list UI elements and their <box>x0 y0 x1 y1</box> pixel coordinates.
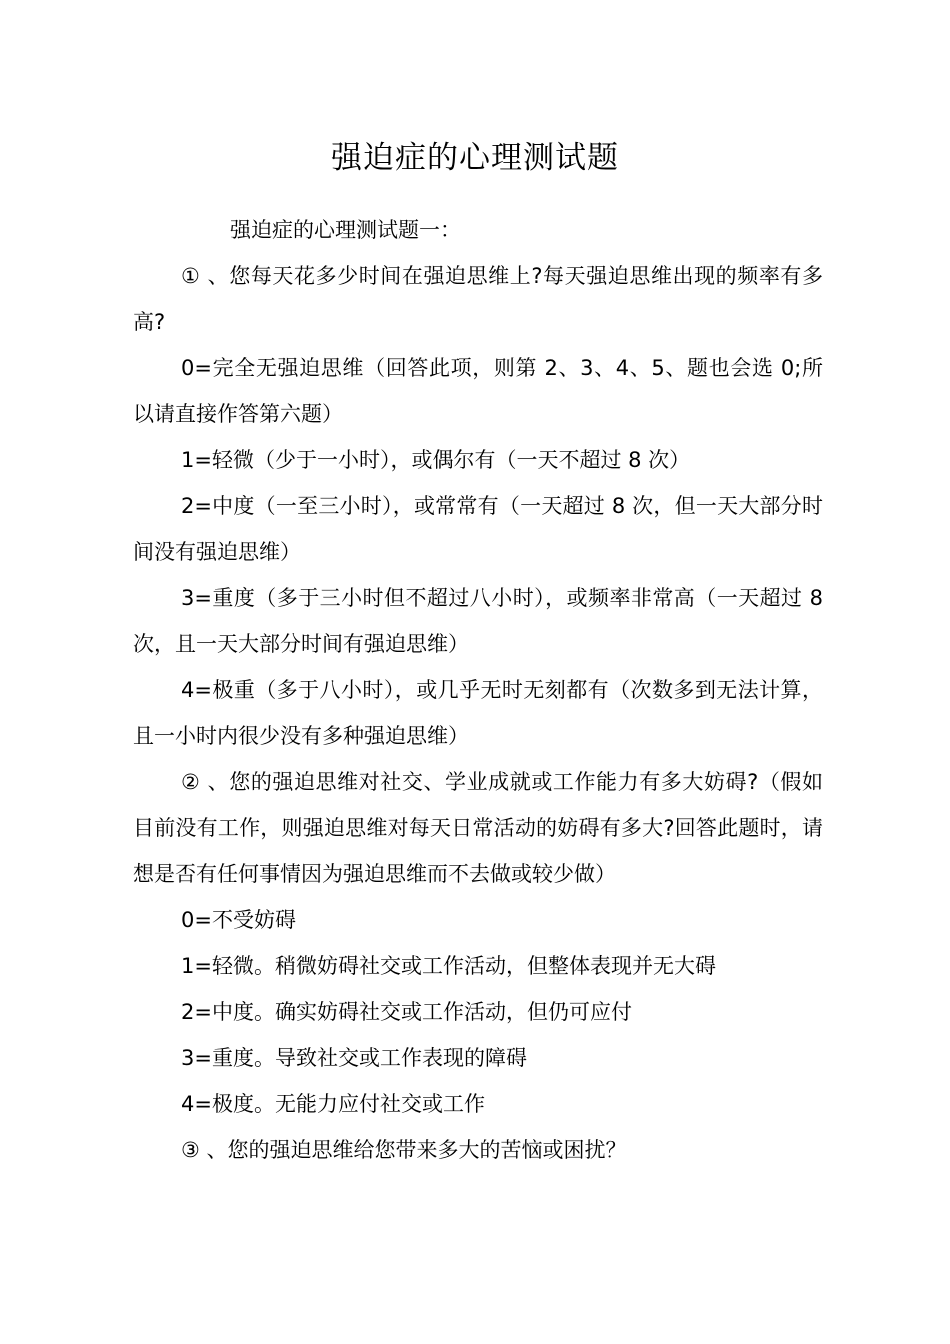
q2-option-1: 1=轻微。稍微妨碍社交或工作活动，但整体表现并无大碍 <box>181 954 716 978</box>
q2-option-3: 3=重度。导致社交或工作表现的障碍 <box>181 1046 527 1070</box>
q1-option-3: 3=重度（多于三小时但不超过八小时），或频率非常高（一天超过 8 次，且一天大部分时间有强迫思维） <box>133 586 823 656</box>
question-2: ② 、您的强迫思维对社交、学业成就或工作能力有多大妨碍?（假如目前没有工作，则强迫思维对每天日常活动的妨碍有多大?回答此题时，请想是否有任何事情因为强迫思维而不去做或较少做） <box>133 770 823 886</box>
q2-option-4: 4=极度。无能力应付社交或工作 <box>181 1092 485 1116</box>
q2-option-0: 0=不受妨碍 <box>181 908 296 932</box>
section-heading: 强迫症的心理测试题一： <box>230 218 461 242</box>
q1-option-2: 2=中度（一至三小时），或常常有（一天超过 8 次，但一天大部分时间没有强迫思维） <box>133 494 823 564</box>
q2-option-2: 2=中度。确实妨碍社交或工作活动，但仍可应付 <box>181 1000 632 1024</box>
question-1: ① 、您每天花多少时间在强迫思维上?每天强迫思维出现的频率有多高? <box>133 264 823 334</box>
question-3: ③ 、您的强迫思维给您带来多大的苦恼或困扰？ <box>181 1138 627 1162</box>
q1-option-4: 4=极重（多于八小时），或几乎无时无刻都有（次数多到无法计算，且一小时内很少没有多种强迫思维） <box>133 678 823 748</box>
q1-option-1: 1=轻微（少于一小时），或偶尔有（一天不超过 8 次） <box>181 448 691 472</box>
document-title: 强迫症的心理测试题 <box>331 140 619 176</box>
q1-option-0: 0=完全无强迫思维（回答此项，则第 2、3、4、5、题也会选 0;所以请直接作答第六题） <box>133 356 823 426</box>
document-body <box>133 207 823 1173</box>
